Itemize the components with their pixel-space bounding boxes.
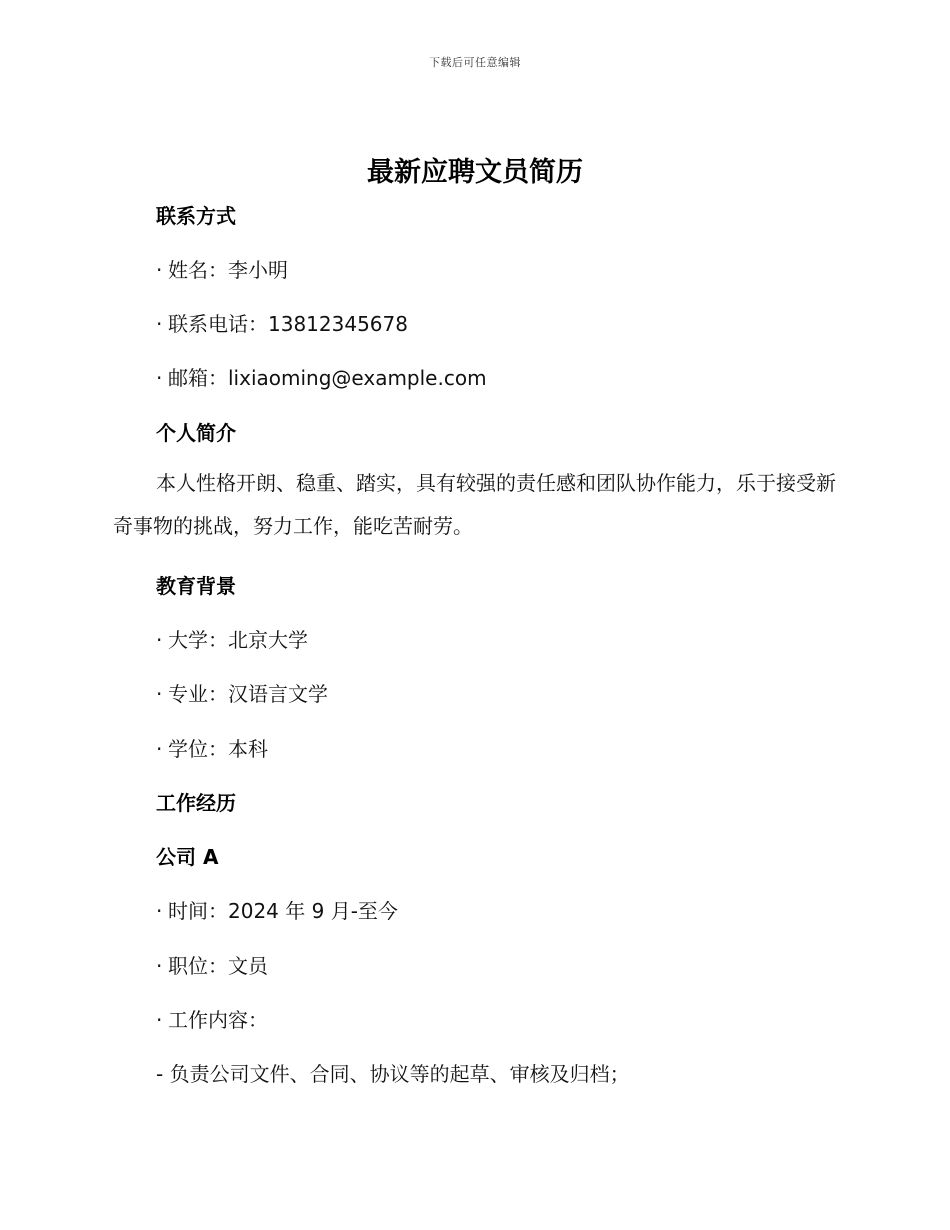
work-period-text: 时间：2024 年 9 月-至今 [168,899,398,923]
section-heading-education: 教育背景 [156,574,236,598]
contact-name [156,254,288,283]
contact-email-text: 邮箱：lixiaoming@example.com [168,366,487,390]
page-header: 下载后可任意编辑 [429,56,521,69]
education-major [156,678,328,707]
work-duties-label [156,1004,268,1033]
education-degree [156,733,268,762]
bullet: · [156,899,163,923]
education-university-text: 大学：北京大学 [168,628,308,652]
education-degree-text: 学位：本科 [168,737,268,761]
bullet: · [156,628,163,652]
contact-name-text: 姓名：李小明 [168,258,288,282]
education-university [156,624,308,653]
contact-phone [156,308,408,337]
work-duty-item: - 负责公司文件、合同、协议等的起草、审核及归档； [156,1062,630,1086]
profile-paragraph: 本人性格开朗、稳重、踏实，具有较强的责任感和团队协作能力，乐于接受新奇事物的挑战，努力工作，能吃苦耐劳。 [113,471,836,538]
section-heading-profile: 个人简介 [156,421,236,445]
work-position [156,950,268,979]
work-position-text: 职位：文员 [168,954,268,978]
bullet: · [156,737,163,761]
work-company-heading: 公司 A [156,845,219,869]
contact-email [156,362,487,391]
bullet: · [156,312,163,336]
bullet: · [156,258,163,282]
section-heading-contact: 联系方式 [156,204,236,228]
document-title: 最新应聘文员简历 [367,157,583,188]
bullet: · [156,954,163,978]
section-heading-work: 工作经历 [156,791,236,815]
bullet: · [156,682,163,706]
contact-phone-text: 联系电话：13812345678 [168,312,408,336]
work-duties-label-text: 工作内容： [168,1008,268,1032]
bullet: · [156,1008,163,1032]
work-period [156,895,398,924]
bullet: · [156,366,163,390]
education-major-text: 专业：汉语言文学 [168,682,328,706]
